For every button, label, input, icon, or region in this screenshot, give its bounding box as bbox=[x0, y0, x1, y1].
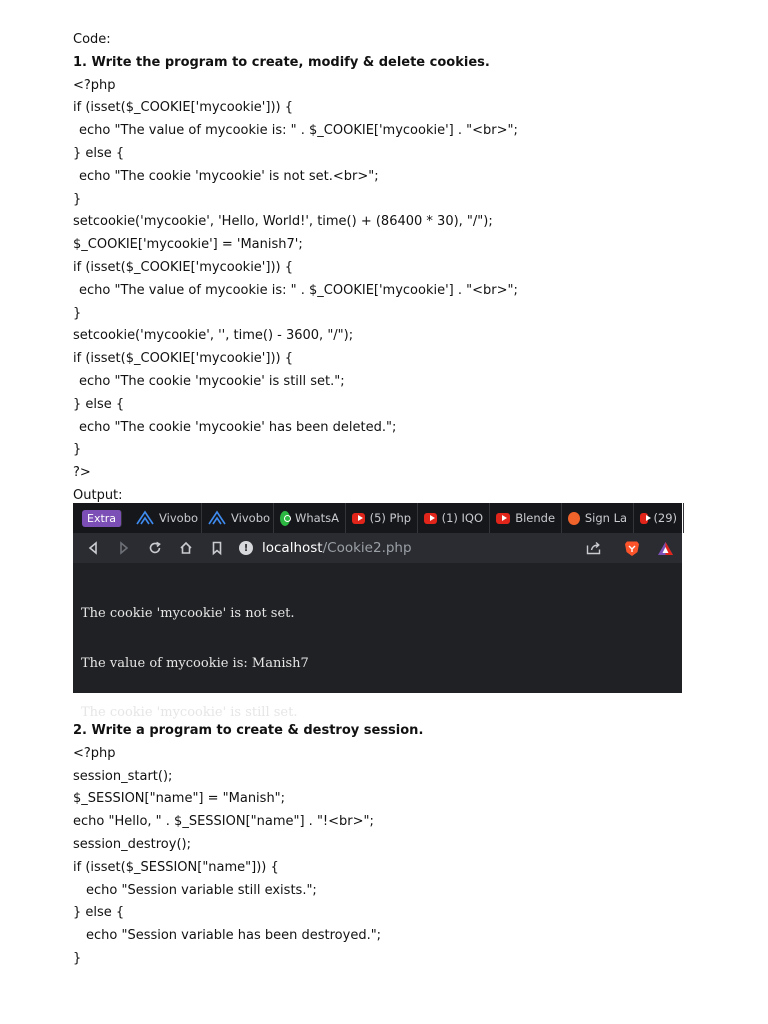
code-line: if (isset($_COOKIE['mycookie'])) { bbox=[73, 100, 293, 116]
url-path: /Cookie2.php bbox=[322, 540, 412, 556]
tab-label: Extra bbox=[87, 511, 117, 525]
code-line: if (isset($_SESSION["name"])) { bbox=[73, 859, 279, 875]
whatsapp-icon bbox=[280, 511, 290, 526]
question-heading: 1. Write the program to create, modify & delete cookies. bbox=[73, 54, 490, 70]
code-line: } bbox=[73, 191, 82, 207]
browser-tab[interactable] bbox=[634, 503, 684, 533]
code-line: if (isset($_COOKIE['mycookie'])) { bbox=[73, 351, 293, 367]
address-bar bbox=[73, 533, 682, 563]
code-line: session_destroy(); bbox=[73, 836, 191, 852]
code-line: } else { bbox=[73, 905, 125, 921]
code-line: } else { bbox=[73, 396, 125, 412]
brave-rewards-icon[interactable] bbox=[656, 539, 674, 557]
code-line: <?php bbox=[73, 77, 116, 93]
tab-label: Sign La bbox=[584, 511, 628, 525]
tab-label: Blende bbox=[515, 511, 556, 525]
code-line: echo "The cookie 'mycookie' is still set."; bbox=[79, 373, 345, 389]
asus-icon bbox=[208, 511, 226, 525]
site-info-icon[interactable]: ! bbox=[239, 541, 253, 555]
code-line: echo "Hello, " . $_SESSION["name"] . "!<br>"; bbox=[73, 814, 374, 830]
code-line: $_COOKIE['mycookie'] = 'Manish7'; bbox=[73, 237, 303, 253]
code-line: Code: bbox=[73, 32, 111, 47]
code-line: } bbox=[73, 950, 82, 966]
browser-tab[interactable] bbox=[274, 503, 346, 533]
browser-output-screenshot bbox=[73, 503, 682, 720]
code-line: setcookie('mycookie', '', time() - 3600, "/"); bbox=[73, 328, 354, 344]
document-section-1 bbox=[73, 29, 713, 508]
output-line: The cookie 'mycookie' is not set. bbox=[81, 606, 295, 621]
forward-icon[interactable] bbox=[113, 537, 135, 559]
code-line: ?> bbox=[73, 465, 91, 481]
tab-label: (5) Php bbox=[369, 511, 412, 525]
question-heading: 2. Write a program to create & destroy session. bbox=[73, 723, 424, 738]
youtube-icon bbox=[424, 513, 437, 524]
tab-label: (1) IQO bbox=[441, 511, 484, 525]
youtube-icon bbox=[352, 513, 365, 524]
youtube-icon bbox=[640, 513, 648, 524]
brave-shields-icon[interactable] bbox=[623, 539, 641, 557]
share-icon[interactable] bbox=[585, 539, 603, 557]
browser-tab[interactable] bbox=[202, 503, 274, 533]
home-icon[interactable] bbox=[175, 537, 197, 559]
figma-icon bbox=[568, 512, 580, 525]
code-line: if (isset($_COOKIE['mycookie'])) { bbox=[73, 259, 293, 275]
code-line: echo "The cookie 'mycookie' is not set.<br>"; bbox=[79, 168, 379, 184]
code-line: <?php bbox=[73, 745, 116, 761]
code-line: echo "Session variable has been destroyed."; bbox=[86, 928, 382, 944]
tab-label: Vivobo bbox=[231, 511, 271, 525]
tab-label: WhatsA bbox=[294, 511, 340, 525]
code-line: echo "Session variable still exists."; bbox=[86, 882, 317, 898]
code-line: $_SESSION["name"] = "Manish"; bbox=[73, 791, 286, 807]
code-line: } bbox=[73, 305, 82, 321]
document-section-2 bbox=[73, 720, 713, 971]
code-line: } else { bbox=[73, 145, 125, 161]
code-line: echo "The value of mycookie is: " . $_COOKIE['mycookie'] . "<br>"; bbox=[79, 282, 518, 298]
tab-extra[interactable] bbox=[82, 510, 122, 527]
browser-tab[interactable] bbox=[130, 503, 202, 533]
browser-tab[interactable] bbox=[418, 503, 490, 533]
code-line: } bbox=[73, 442, 82, 458]
youtube-icon bbox=[496, 513, 510, 524]
tab-label: Vivobo bbox=[159, 511, 199, 525]
asus-icon bbox=[136, 511, 154, 525]
browser-tab[interactable] bbox=[490, 503, 562, 533]
back-icon[interactable] bbox=[82, 537, 104, 559]
bookmark-icon[interactable] bbox=[206, 537, 228, 559]
tab-label: (29) bbox=[653, 511, 678, 525]
code-line: Output: bbox=[73, 487, 123, 503]
code-line: setcookie('mycookie', 'Hello, World!', time() + (86400 * 30), "/"); bbox=[73, 214, 493, 230]
tab-bar bbox=[73, 503, 682, 533]
reload-icon[interactable] bbox=[144, 537, 166, 559]
output-line: The cookie 'mycookie' is still set. bbox=[81, 705, 298, 720]
output-line: The value of mycookie is: Manish7 bbox=[81, 655, 309, 671]
url-host: localhost bbox=[262, 540, 323, 556]
code-line: echo "The value of mycookie is: " . $_COOKIE['mycookie'] . "<br>"; bbox=[79, 123, 518, 139]
browser-tab[interactable] bbox=[562, 503, 634, 533]
code-line: session_start(); bbox=[73, 768, 173, 784]
url-field[interactable] bbox=[239, 537, 579, 559]
code-line: echo "The cookie 'mycookie' has been deleted."; bbox=[79, 419, 397, 435]
browser-tab[interactable] bbox=[346, 503, 418, 533]
